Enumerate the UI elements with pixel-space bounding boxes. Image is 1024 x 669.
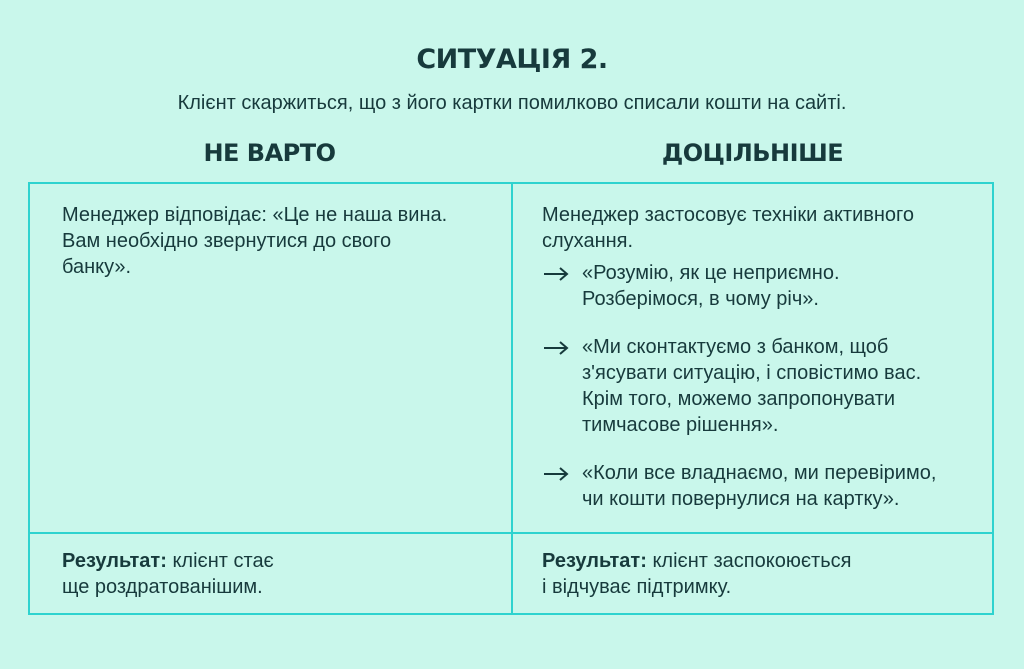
better-intro-cell: [542, 202, 982, 254]
list-item: [542, 334, 982, 438]
dont-example-line: Вам необхідно звернутися до свого: [62, 230, 392, 252]
phrase-line: з'ясувати ситуацію, і сповістимо вас.: [582, 362, 922, 384]
result-text: клієнт заспокоюється: [646, 550, 852, 572]
phrase-line: тимчасове рішення».: [582, 414, 779, 436]
dont-example-line: Менеджер відповідає: «Це не наша вина.: [62, 204, 448, 226]
better-result-line: [542, 548, 982, 574]
list-item: [542, 260, 982, 312]
better-result-cell: [542, 548, 982, 600]
dont-result-line: [62, 548, 492, 574]
result-text: і відчуває підтримку.: [542, 576, 732, 598]
dont-example-cell: [62, 202, 492, 280]
page-title: СИТУАЦІЯ 2.: [416, 44, 608, 75]
phrase-line: «Коли все владнаємо, ми перевіримо,: [582, 462, 937, 484]
comparison-table: [28, 182, 994, 615]
phrase-line: «Ми сконтактуємо з банком, щоб: [582, 336, 889, 358]
better-intro-line: слухання.: [542, 230, 634, 252]
result-label: Результат:: [542, 550, 647, 572]
phrase-line: Крім того, можемо запропонувати: [582, 388, 896, 410]
list-item: [542, 460, 982, 512]
result-label: Результат:: [62, 550, 167, 572]
result-text: ще роздратованішим.: [62, 576, 263, 598]
phrase-line: Розберімося, в чому річ».: [582, 288, 819, 310]
arrow-right-icon: [542, 334, 572, 360]
dont-result-cell: [62, 548, 492, 600]
better-phrases-list: [542, 260, 982, 534]
page-subtitle: Клієнт скаржиться, що з його картки помилково списали кошти на сайті.: [177, 92, 847, 114]
column-divider: [511, 184, 513, 613]
better-intro-line: Менеджер застосовує техніки активного: [542, 204, 915, 226]
phrase-line: «Розумію, як це неприємно.: [582, 262, 840, 284]
column-heading-better: ДОЦІЛЬНІШЕ: [661, 139, 844, 167]
result-text: клієнт стає: [166, 550, 274, 572]
phrase-line: чи кошти повернулися на картку».: [582, 488, 900, 510]
arrow-right-icon: [542, 260, 572, 286]
column-heading-dont: НЕ ВАРТО: [203, 139, 336, 167]
dont-example-line: банку».: [62, 256, 132, 278]
arrow-right-icon: [542, 460, 572, 486]
